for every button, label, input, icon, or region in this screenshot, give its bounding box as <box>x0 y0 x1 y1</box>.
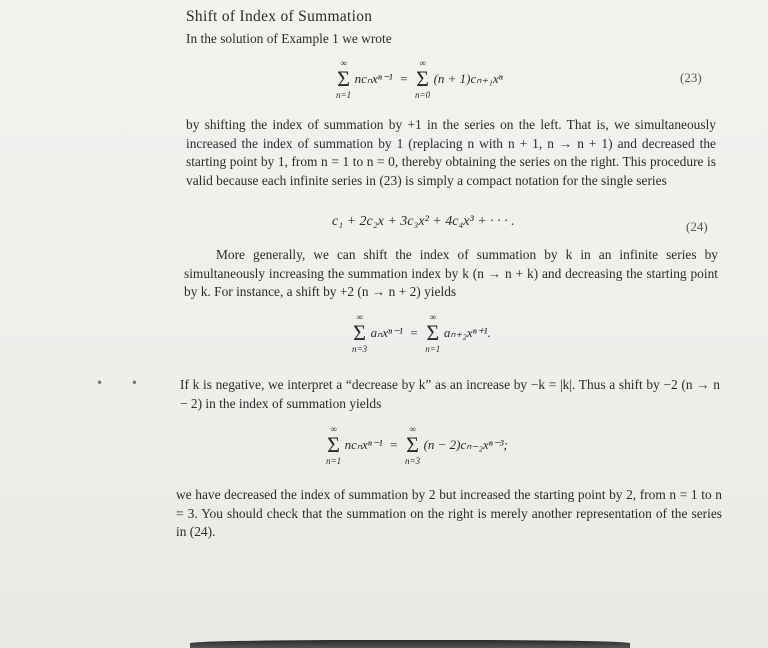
equation-shift-minus-2 <box>326 424 508 466</box>
sum-lhs: ∞ Σ n=3 <box>352 312 368 354</box>
equals-sign: = <box>410 325 418 340</box>
paragraph-4: we have decreased the index of summation by 2 but increased the starting point by 2, from n = 1 to n = 3. You should check that the summation on the right is merely another representation of the series in (24). <box>176 487 722 540</box>
equals-sign: = <box>390 437 398 452</box>
sum-rhs: ∞ Σ n=3 <box>405 424 421 466</box>
equation-24: c₁ + 2c₂x + 3c₃x² + 4c₄x³ + · · · . <box>332 214 515 229</box>
rhs-term: aₙ₊₂xⁿ⁺¹. <box>443 325 491 340</box>
page-edge-shadow <box>190 640 630 648</box>
intro-text: In the solution of Example 1 we wrote <box>186 31 392 46</box>
margin-marks: • • <box>96 376 150 390</box>
sum-rhs: ∞ Σ n=0 <box>415 58 431 100</box>
paragraph-1: by shifting the index of summation by +1 in the series on the left. That is, we simultaneously increased the index of summation by 1 (replacing n with n + 1, n → n + 1) and decreased the starting point by 1, from n = 1 to n = 0, thereby obtaining the series on the right. This procedure is valid because each infinite series in (23) is simply a compact notation for the single series <box>186 117 716 188</box>
sum-lhs: ∞ Σ n=1 <box>326 424 342 466</box>
equals-sign: = <box>400 71 408 86</box>
lhs-term: ncₙxⁿ⁻¹ <box>354 71 393 86</box>
lhs-term: ncₙxⁿ⁻¹ <box>344 437 383 452</box>
equation-number-24: (24) <box>686 219 708 234</box>
equation-23 <box>336 58 503 100</box>
paragraph-2: More generally, we can shift the index of summation by k in an infinite series by simultaneously increasing the summation index by k (n → n + k) and decreasing the starting point by k. For instance, a shift by +2 (n → n + 2) yields <box>184 247 718 300</box>
equation-shift-plus-2 <box>352 312 491 354</box>
lhs-term: aₙxⁿ⁻¹ <box>370 325 403 340</box>
sum-rhs: ∞ Σ n=1 <box>425 312 441 354</box>
equation-number-23: (23) <box>680 70 702 85</box>
paragraph-3: If k is negative, we interpret a “decrease by k” as an increase by −k = |k|. Thus a shift by −2 (n → n − 2) in the index of summation yields <box>180 377 720 411</box>
rhs-term: (n + 1)cₙ₊₁xⁿ <box>433 71 503 86</box>
sum-lhs: ∞ Σ n=1 <box>336 58 352 100</box>
section-heading: Shift of Index of Summation <box>186 8 373 25</box>
rhs-term: (n − 2)cₙ₋₂xⁿ⁻³; <box>423 437 508 452</box>
